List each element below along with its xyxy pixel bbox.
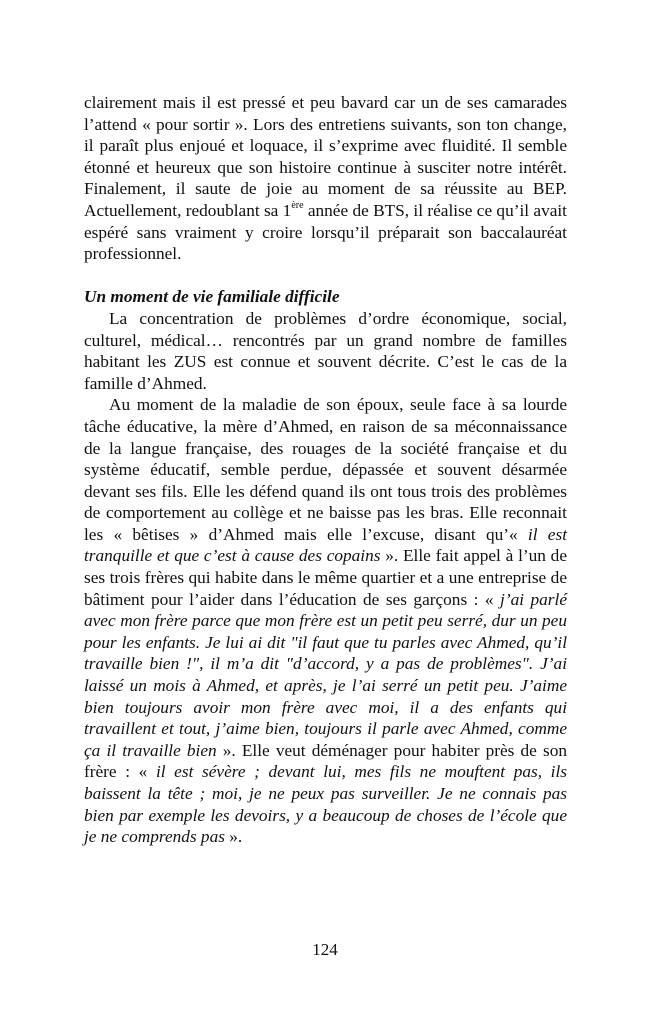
paragraph-1-text-end: année de BTS, il réalise ce qu’il avait espéré sans vraiment y croire lorsqu’il préparait son baccalauréat professionnel. bbox=[84, 200, 567, 264]
paragraph-3-text-1: Au moment de la maladie de son époux, seule face à sa lourde tâche éducative, la mère d’Ahmed, en raison de sa méconnaissance de la langue française, des rouages de la société française et du système éducatif, semble perdue, dépassée et souvent désarmée devant ses fils. Elle les défend quand ils ont tous trois des problèmes de comportement au collège et ne baisse pas les bras. Elle reconnait les « bêtises » d’Ahmed mais elle l’excuse, disant qu’« bbox=[84, 395, 567, 544]
paragraph-3-text-4: ». bbox=[224, 827, 243, 847]
quote-1: il est tranquille et que c’est à cause des copains bbox=[84, 524, 567, 566]
paragraph-1-text: clairement mais il est pressé et peu bavard car un de ses camarades l’attend « pour sortir ». Lors des entretiens suivants, son ton change, il paraît plus enjoué et loquace, il s’exprime avec fluidité. Il semble étonné et heureux que son histoire continue à susciter notre intérêt. Finalement, il saute de joie au moment de sa réussite au BEP. Actuellement, redoublant sa 1 bbox=[84, 93, 567, 220]
paragraph-1 bbox=[84, 92, 567, 265]
paragraph-gap bbox=[84, 265, 567, 287]
page-number: 124 bbox=[312, 940, 338, 959]
section-heading: Un moment de vie familiale difficile bbox=[84, 287, 340, 307]
paragraph-3-text-2: ». Elle fait appel à l’un de ses trois frères qui habite dans le même quartier et a une entreprise de bâtiment pour l’aider dans l’éducation de ses garçons : « bbox=[84, 546, 567, 609]
quote-3: il est sévère ; devant lui, mes fils ne mouftent pas, ils baissent la tête ; moi, je ne peux pas surveiller. Je ne connais pas bien par exemple les devoirs, y a beaucoup de choses de l’école que je ne comprends pas bbox=[84, 762, 568, 847]
paragraph-3-text-3: ». Elle veut déménager pour habiter près de son frère : « bbox=[84, 740, 567, 782]
ordinal-superscript: ère bbox=[291, 200, 304, 212]
quote-2: j’ai parlé avec mon frère parce que mon frère est un petit peu serré, dur un peu pour les enfants. Je lui ai dit "il faut que tu parles avec Ahmed, qu’il travaille bien !", il m’a dit "d’accord, y a pas de problèmes". J’ai laissé un mois à Ahmed, et après, je l’ai serré un petit peu. J’aime bien toujours avoir mon frère avec moi, il a des enfants qui travaillent et tout, j’aime bien, toujours il parle avec Ahmed, comme ça il travaille bien bbox=[84, 589, 568, 760]
paragraph-2: La concentration de problèmes d’ordre économique, social, culturel, médical… rencontrés par un grand nombre de familles habitant les ZUS est connue et souvent décrite. C’est le cas de la famille d’Ahmed. bbox=[84, 308, 567, 393]
paragraph-3 bbox=[84, 394, 567, 847]
page-body bbox=[84, 92, 567, 848]
